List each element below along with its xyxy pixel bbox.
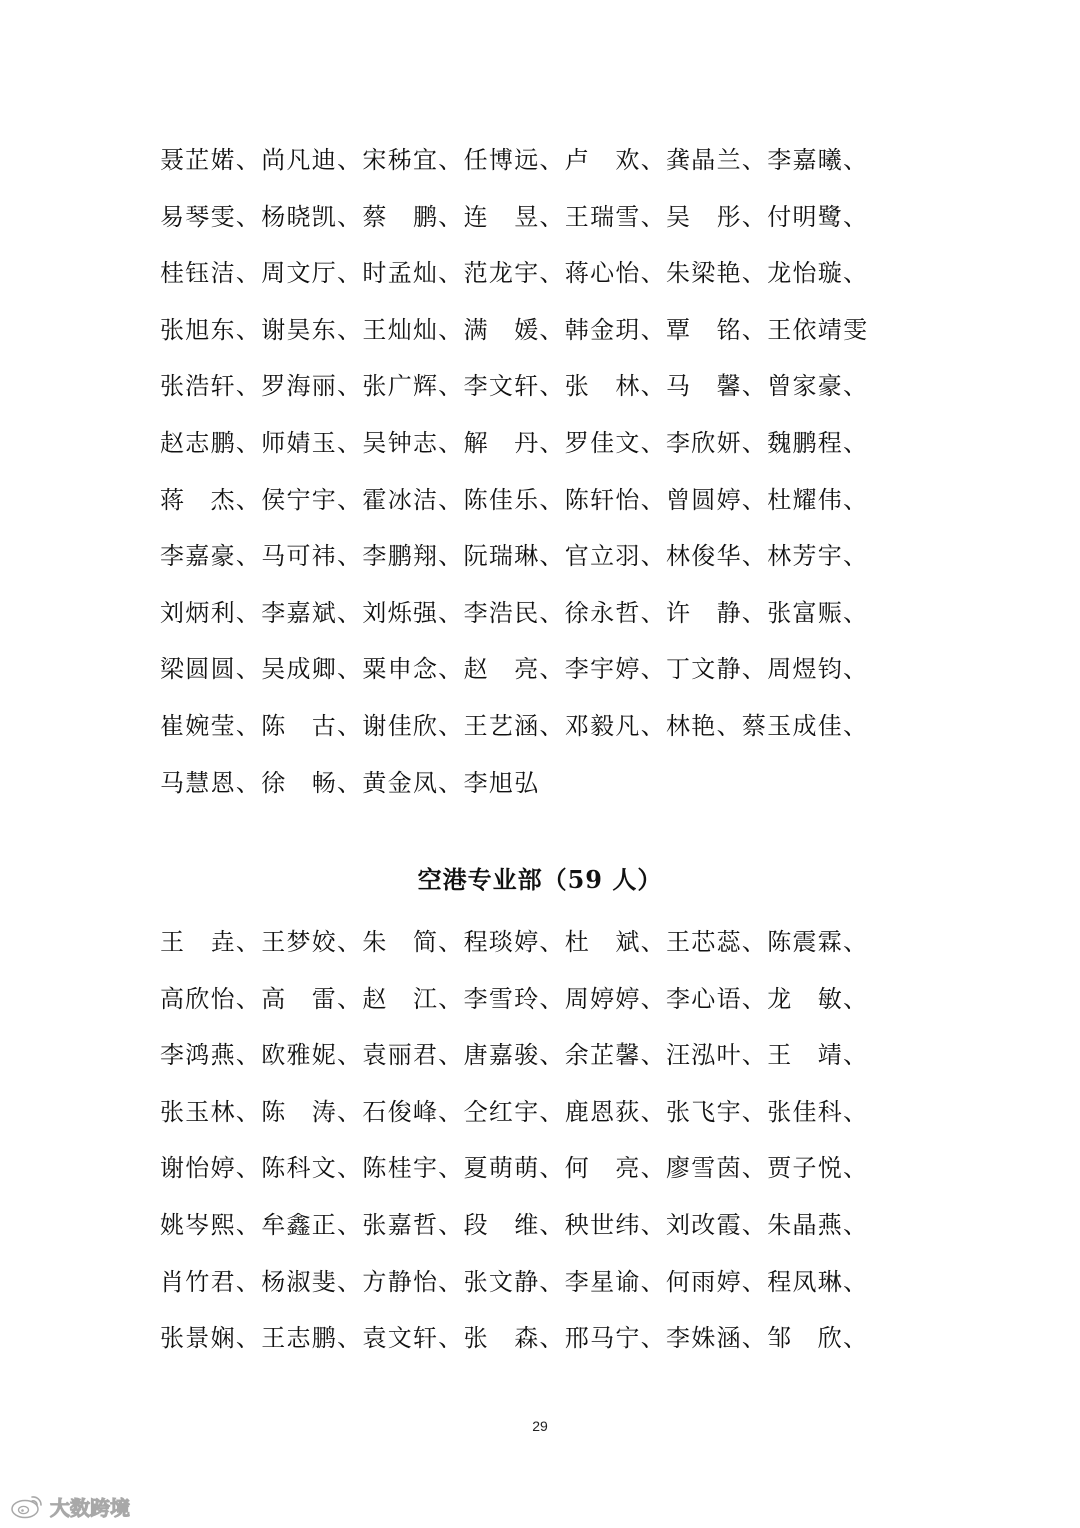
- name-list-continued: [160, 138, 880, 817]
- name-line: 蒋 杰、侯宁宇、霍冰洁、陈佳乐、陈轩怡、曾圆婷、杜耀伟、: [160, 485, 869, 514]
- watermark-text: 大数跨境: [50, 1495, 130, 1520]
- name-line: 王 垚、王梦姣、朱 简、程琰婷、杜 斌、王芯蕊、陈震霖、: [160, 928, 869, 956]
- name-line: 谢怡婷、陈科文、陈桂宇、夏萌萌、何 亮、廖雪茵、贾子悦、: [160, 1154, 869, 1183]
- section-heading: 空港专业部（59 人）: [417, 865, 663, 894]
- name-line: 桂钰洁、周文厅、时孟灿、范龙宇、蒋心怡、朱梁艳、龙怡璇、: [160, 259, 869, 288]
- watermark: [10, 1490, 130, 1522]
- name-line: 李嘉豪、马可祎、李鹏翔、阮瑞琳、官立羽、林俊华、林芳宇、: [160, 542, 869, 571]
- name-line: 梁圆圆、吴成卿、粟申念、赵 亮、李宇婷、丁文静、周煜钧、: [160, 655, 869, 684]
- name-line: 聂芷婼、尚凡迪、宋秭宜、任博远、卢 欢、龚晶兰、李嘉曦、: [160, 146, 869, 174]
- name-line: 姚岑熙、牟鑫正、张嘉哲、段 维、秧世纬、刘改霞、朱晶燕、: [160, 1210, 869, 1239]
- name-line: 张浩轩、罗海丽、张广辉、李文轩、张 林、马 馨、曾家豪、: [160, 372, 869, 401]
- name-line: 易琴雯、杨晓凯、蔡 鹏、连 昱、王瑞雪、吴 彤、付明鹭、: [160, 202, 869, 231]
- name-line: 崔婉莹、陈 古、谢佳欣、王艺涵、邓毅凡、林艳、蔡玉成佳、: [160, 711, 869, 740]
- name-line: 高欣怡、高 雷、赵 江、李雪玲、周婷婷、李心语、龙 敏、: [160, 984, 869, 1013]
- name-line: 李鸿燕、欧雅妮、袁丽君、唐嘉骏、余芷馨、汪泓叶、王 靖、: [160, 1041, 869, 1070]
- name-line: 马慧恩、徐 畅、黄金凤、李旭弘: [160, 768, 540, 797]
- page-number: 29: [532, 1418, 548, 1434]
- name-list-airport-department: [160, 920, 880, 1373]
- name-line: 张玉林、陈 涛、石俊峰、仝红宇、鹿恩荻、张飞宇、张佳科、: [160, 1097, 869, 1126]
- name-line: 张旭东、谢昊东、王灿灿、满 媛、韩金玥、覃 铭、王依靖雯: [160, 315, 869, 344]
- name-line: 赵志鹏、师婧玉、吴钟志、解 丹、罗佳文、李欣妍、魏鹏程、: [160, 428, 869, 457]
- name-line: 肖竹君、杨淑斐、方静怡、张文静、李星谕、何雨婷、程凤琳、: [160, 1267, 869, 1296]
- weibo-logo-icon: [10, 1493, 44, 1519]
- name-line: 刘炳利、李嘉斌、刘烁强、李浩民、徐永哲、许 静、张富赈、: [160, 598, 869, 627]
- name-line: 张景娴、王志鹏、袁文轩、张 森、邢马宁、李姝涵、邹 欣、: [160, 1324, 869, 1353]
